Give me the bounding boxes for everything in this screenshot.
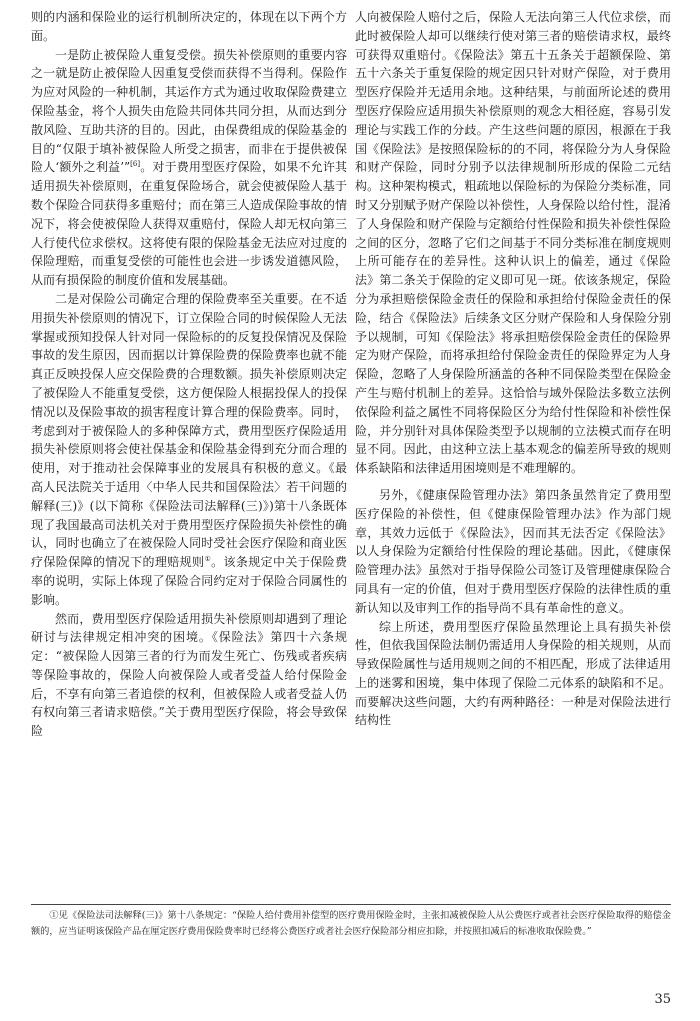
paragraph-text: 一是防止被保险人重复受偿。损失补偿原则的重要内容之一就是防止被保险人因重复受偿而获得不当得利。保险作为应对风险的一种机制，其运作方式为通过收取保险费建立保险基金，将个人损失由危险共同体共同分担，从而达到分散风险、互助共济的目的。因此，由保费组成的保险基金的目的“仅限于填补被保险人所受之损害，而非在于提供被保险人‘额外之利益’”: [31, 47, 347, 175]
paragraph-premium-rate: [31, 290, 347, 610]
footnote: ①见《保险法司法解释(三)》第十八条规定：“保险人给付费用补偿型的医疗费用保险金时，主张扣减被保险人从公费医疗或者社会医疗保险取得的赔偿金额的，应当证明该保险产品在厘定医疗费用保险费率时已经将公费医疗或者社会医疗保险部分相应扣除，并按照扣减后的标准收取保险费。”: [31, 910, 671, 937]
paragraph-no-double-compensation: [31, 46, 347, 290]
footnote-divider: [31, 904, 671, 905]
footnote-ref: ①: [204, 555, 212, 564]
paragraph-legal-dilemma: 然而，费用型医疗保险适用损失补偿原则却遇到了理论研讨与法律规定相冲突的困境。《保险法》第四十六条规定：“被保险人因第三者的行为而发生死亡、伤残或者疾病等保险事故的，保险人向被保险人或者受益人给付保险金后，不享有向第三者追偿的权利，但被保险人或者受益人仍有权向第三者请求赔偿。”关于费用型医疗保险，将会导致保险: [31, 611, 347, 739]
paragraph-continuation: 则的内涵和保险业的运行机制所决定的，体现在以下两个方面。: [31, 10, 347, 43]
left-column: [31, 8, 347, 741]
paragraph-summary: 综上所述，费用型医疗保险虽然理论上具有损失补偿性，但依我国保险法制仍需适用人身保险的相关规则，从而导致保险属性与适用规则之间的不相匹配，形成了法律适用上的迷雾和困境，集中体现了保险二元体系的缺陷和不足。而要解决这些问题，大约有两种路径：一种是对保险法进行结构性: [355, 619, 671, 728]
right-column: [355, 8, 671, 730]
page-number: 35: [654, 992, 671, 1007]
paragraph-health-insurance-measures: 另外，《健康保险管理办法》第四条虽然肯定了费用型医疗保险的补偿性，但《健康保险管理办法》作为部门规章，其效力远低于《保险法》，因而其无法否定《保险法》以人身保险为定额给付性保险的理论基础。因此，《健康保险管理办法》虽然对于指导保险公司签订及管理健康保险合同具有一定的价值，但对于费用型医疗保险的法律性质的重新认知以及审判工作的指导尚不具有革命性的意义。: [355, 487, 671, 615]
paragraph-text: 。对于费用型医疗保险，如果不允许其适用损失补偿原则，在重复保险场合，就会使被保险人基于数个保险合同获得多重赔付；而在第三人造成保险事故的情况下，将会使被保险人获得双重赔付，保险人却无权向第三人行使代位求偿权。这将使有限的保险基金无法应对过度的保险理赔，而重复受偿的可能性也会进一步诱发道德风险，从而有损保险的制度价值和发展基础。: [31, 160, 347, 288]
paragraph-continuation: 人向被保险人赔付之后，保险人无法向第三人代位求偿，而此时被保险人却可以继续行使对第三者的赔偿请求权，最终可获得双重赔付。《保险法》第五十五条关于超额保险、第五十六条关于重复保险的规定因只针对财产保险，对于费用型医疗保险并无适用余地。这种结果，与前面所论述的费用型医疗保险应适用损失补偿原则的观念大相径庭，容易引发理论与实践工作的分歧。产生这些问题的原因，根源在于我国《保险法》是按照保险标的的不同，将保险分为人身保险和财产保险，同时分别予以法律规制所形成的保险二元结构。这种架构模式，粗疏地以保险标的为保险分类标准，同时又分别赋予财产保险以补偿性，人身保险以给付性，混淆了人身保险和财产保险与定额给付性保险和损失补偿性保险之间的区分，忽略了它们之间基于不同分类标准在制度规则上所可能存在的差异性。这种认识上的偏差，通过《保险法》第二条关于保险的定义即可见一斑。依该条规定，保险分为承担赔偿保险金责任的保险和承担给付保险金责任的保险，结合《保险法》后续条文区分财产保险和人身保险分别予以规制，可知《保险法》将承担赔偿保险金责任的保险界定为财产保险，而将承担给付保险金责任的保险界定为人身保险，忽略了人身保险所涵盖的各种不同保险类型在保险金产生与赔付机制上的差异。这恰恰与域外保险法多数立法例依保险利益之属性不同将保险区分为给付性保险和补偿性保险，并分别针对具体保险类型予以规制的立法模式而存在明显不同。因此，由这种立法上基本观念的偏差所导致的规则体系缺陷和法律适用困境则是不难理解的。: [355, 10, 671, 476]
paragraph-text: 。该条规定中关于保险费率的说明，实际上体现了保险合同约定对于保险合同属性的影响。: [31, 555, 347, 607]
paragraph-text: 二是对保险公司确定合理的保险费率至关重要。在不适用损失补偿原则的情况下，订立保险合同的时候保险人无法掌握或预知投保人针对同一保险标的的反复投保情况及保险事故的发生原因，因而据以计算保险费的保险费率也就不能真正反映投保人应交保险费的合理数额。损失补偿原则决定了被保险人不能重复受偿，这方便保险人根据投保人的投保情况以及保险事故的损害程度计算合理的保险费率。同时，考虑到对于被保险人的多种保障方式，费用型医疗保险适用损失补偿原则将会使社保基金和保险基金得到充分而合理的使用，对于推动社会保障事业的发展具有积极的意义。《最高人民法院关于适用〈中华人民共和国保险法〉若干问题的解释(三)》(以下简称《保险法司法解释(三)》)第十八条既体现了我国最高司法机关对于费用型医疗保险损失补偿性的确认，同时也确立了在被保险人同时受社会医疗保险和商业医疗保险保障的情况下的理赔规则: [31, 291, 347, 570]
citation-ref: [6]: [130, 160, 141, 169]
